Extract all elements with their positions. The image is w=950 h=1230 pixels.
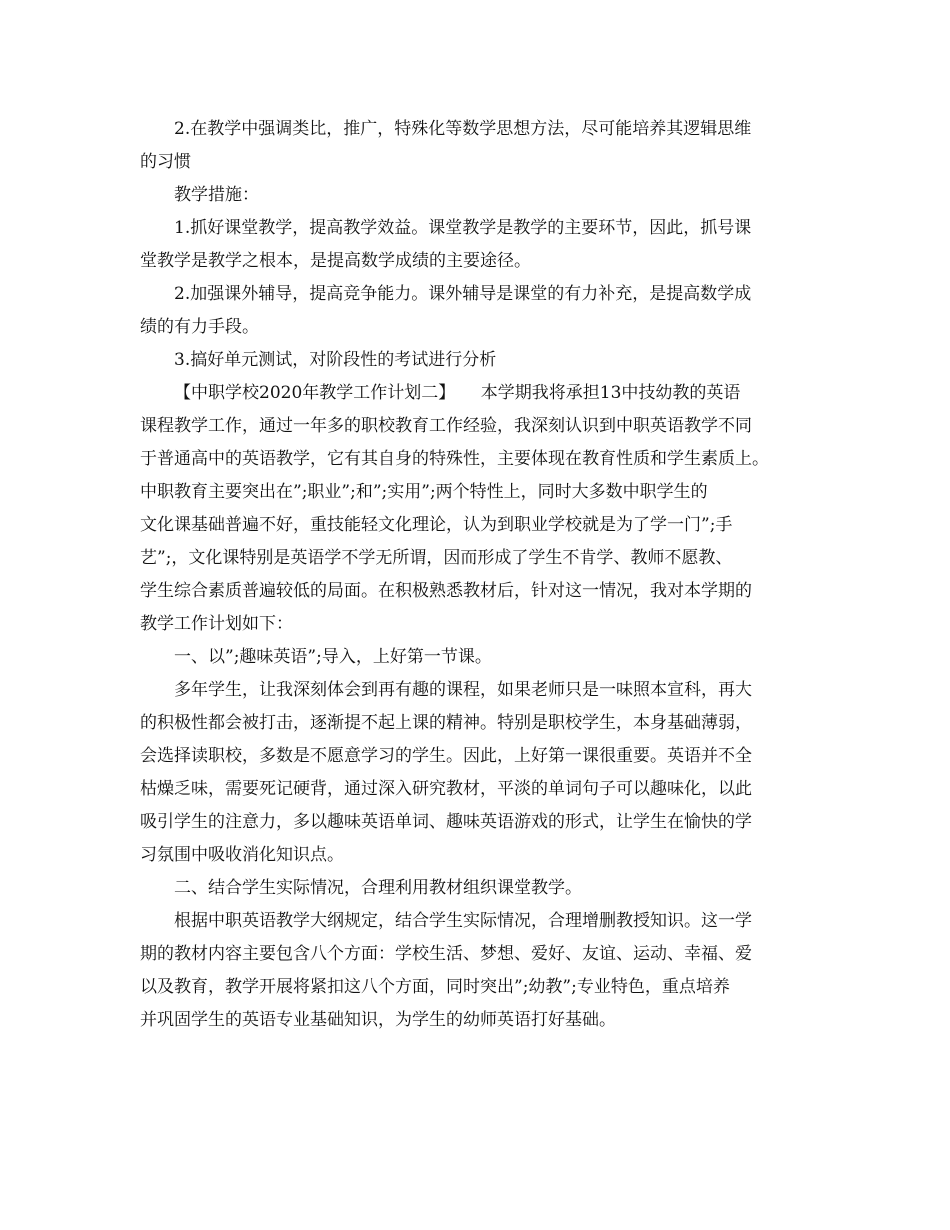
text-line: 学生综合素质普遍较低的局面。在积极熟悉教材后，针对这一情况，我对本学期的 <box>140 581 752 601</box>
text-line: 3.搞好单元测试，对阶段性的考试进行分析 <box>174 350 497 370</box>
text-line: 艺”;，文化课特别是英语学不学无所谓，因而形成了学生不肯学、教师不愿教、 <box>140 548 733 568</box>
text-line: 【中职学校2020年教学工作计划二】 本学期我将承担13中技幼教的英语 <box>174 383 741 403</box>
text-line: 期的教材内容主要包含八个方面：学校生活、梦想、爱好、友谊、运动、幸福、爱 <box>140 944 752 964</box>
text-line: 习氛围中吸收消化知识点。 <box>140 845 344 865</box>
text-line: 并巩固学生的英语专业基础知识，为学生的幼师英语打好基础。 <box>140 1010 616 1030</box>
text-line: 绩的有力手段。 <box>140 317 259 337</box>
text-line: 枯燥乏味，需要死记硬背，通过深入研究教材，平淡的单词句子可以趣味化，以此 <box>140 779 752 799</box>
text-line: 的习惯 <box>140 152 191 172</box>
text-line: 教学措施： <box>174 185 259 205</box>
text-line: 一、以”;趣味英语”;导入，上好第一节课。 <box>174 647 492 667</box>
text-line: 中职教育主要突出在”;职业”;和”;实用”;两个特性上，同时大多数中职学生的 <box>140 482 708 502</box>
text-line: 多年学生，让我深刻体会到再有趣的课程，如果老师只是一味照本宣科，再大 <box>174 680 752 700</box>
text-line: 的积极性都会被打击，逐渐提不起上课的精神。特别是职校学生，本身基础薄弱， <box>140 713 752 733</box>
text-line: 会选择读职校，多数是不愿意学习的学生。因此，上好第一课很重要。英语并不全 <box>140 746 752 766</box>
document-body <box>140 113 820 1037</box>
text-line: 课程教学工作，通过一年多的职校教育工作经验，我深刻认识到中职英语教学不同 <box>140 416 752 436</box>
text-line: 于普通高中的英语教学，它有其自身的特殊性，主要体现在教育性质和学生素质上。 <box>140 449 769 469</box>
text-line: 教学工作计划如下： <box>140 614 293 634</box>
text-line: 吸引学生的注意力，多以趣味英语单词、趣味英语游戏的形式，让学生在愉快的学 <box>140 812 752 832</box>
text-line: 2.加强课外辅导，提高竞争能力。课外辅导是课堂的有力补充，是提高数学成 <box>174 284 752 304</box>
text-line: 以及教育，教学开展将紧扣这八个方面，同时突出”;幼教”;专业特色，重点培养 <box>140 977 730 997</box>
text-line: 2.在教学中强调类比，推广，特殊化等数学思想方法，尽可能培养其逻辑思维 <box>174 119 752 139</box>
text-line: 根据中职英语教学大纲规定，结合学生实际情况，合理增删教授知识。这一学 <box>174 911 752 931</box>
text-line: 堂教学是教学之根本，是提高数学成绩的主要途径。 <box>140 251 531 271</box>
text-line: 文化课基础普遍不好，重技能轻文化理论，认为到职业学校就是为了学一门”;手 <box>140 515 733 535</box>
text-line: 二、结合学生实际情况，合理利用教材组织课堂教学。 <box>174 878 582 898</box>
text-line: 1.抓好课堂教学，提高教学效益。课堂教学是教学的主要环节，因此，抓号课 <box>174 218 752 238</box>
